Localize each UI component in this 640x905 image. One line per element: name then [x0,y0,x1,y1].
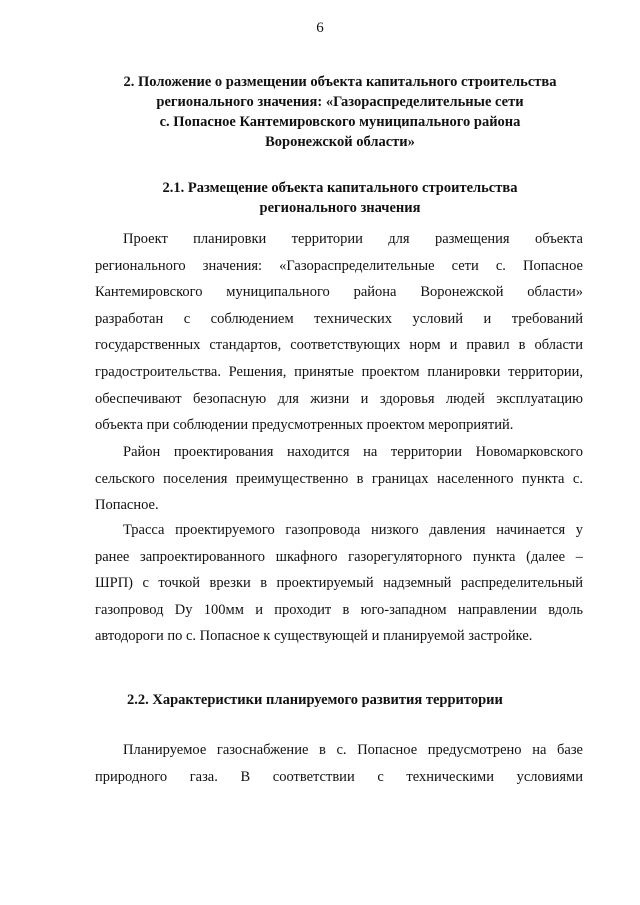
paragraph-line: сельского поселения преимущественно в границах населенного пункта с. [95,470,583,487]
paragraph-line: градостроительства. Решения, принятые проектом планировки территории, [95,363,583,380]
page-number: 6 [316,20,324,36]
subsection-heading-line: 2.1. Размещение объекта капитального строительства [162,180,518,196]
section-heading-line: Воронежской области» [265,134,415,150]
section-heading-line: 2. Положение о размещении объекта капитального строительства [123,74,557,90]
section-heading [80,72,600,152]
paragraph-line: регионального значения: «Газораспределительные сети с. Попасное [95,257,583,274]
paragraph-line: обеспечивают безопасную для жизни и здоровья людей эксплуатацию [95,390,583,407]
paragraph-pipeline-route [95,517,583,650]
paragraph-gas-supply [95,737,583,790]
paragraph-line: газопровод Dy 100мм и проходит в юго-западном направлении вдоль [95,601,583,618]
paragraph-line: природного газа. В соответствии с техническими условиями [95,768,583,785]
subsection-heading-2-1 [80,178,600,218]
paragraph-line: Планируемое газоснабжение в с. Попасное предусмотрено на базе [123,742,583,758]
section-heading-line: с. Попасное Кантемировского муниципального района [159,114,521,130]
paragraph-line: Район проектирования находится на территории Новомарковского [123,444,583,460]
paragraph-line: объекта при соблюдении предусмотренных проектом мероприятий. [95,417,514,434]
paragraph-line: Кантемировского муниципального района Воронежской области» [95,284,583,301]
paragraph-line: ШРП) с точкой врезки в проектируемый надземный распределительный [95,575,583,592]
section-heading-line: регионального значения: «Газораспределительные сети [156,94,524,110]
subsection-heading-2-2 [127,690,607,710]
paragraph-project-description [95,226,583,439]
paragraph-line: Попасное. [95,497,159,514]
paragraph-line: государственных стандартов, соответствующих норм и правил в области [95,337,583,354]
paragraph-line: ранее запроектированного шкафного газорегуляторного пункта (далее – [95,548,583,565]
paragraph-line: разработан с соблюдением технических условий и требований [95,310,583,327]
paragraph-design-area [95,439,583,519]
paragraph-line: автодороги по с. Попасное к существующей и планируемой застройке. [95,628,533,645]
subsection-heading-line: регионального значения [259,200,421,216]
paragraph-line: Трасса проектируемого газопровода низкого давления начинается у [123,522,583,538]
subsection-heading-line: 2.2. Характеристики планируемого развития территории [127,692,503,708]
paragraph-line: Проект планировки территории для размещения объекта [123,231,583,247]
